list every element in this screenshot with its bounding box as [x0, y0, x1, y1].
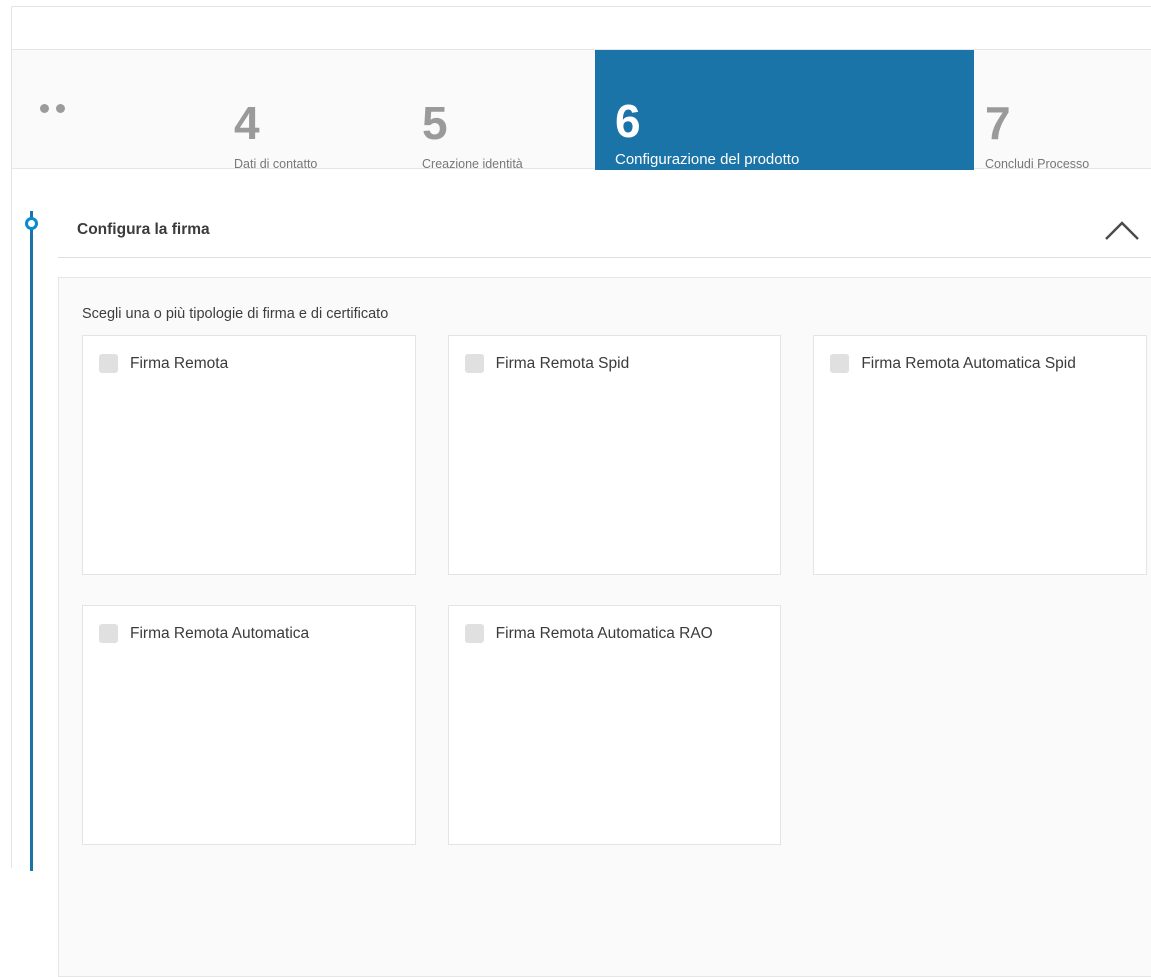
step-4-label: Dati di contatto — [234, 157, 318, 171]
checkbox-firma-remota-automatica-spid[interactable] — [830, 354, 849, 373]
step-dots — [40, 104, 65, 113]
options-grid — [82, 335, 1147, 875]
option-label-firma-remota-spid: Firma Remota Spid — [495, 354, 630, 372]
timeline-node — [25, 217, 38, 230]
option-label-firma-remota-automatica-rao: Firma Remota Automatica RAO — [495, 624, 713, 642]
option-card-firma-remota-automatica-rao[interactable] — [448, 605, 782, 845]
option-card-firma-remota-automatica-spid[interactable] — [813, 335, 1147, 575]
option-card-firma-remota-automatica[interactable] — [82, 605, 416, 845]
step-7-number: 7 — [985, 97, 1011, 149]
checkbox-firma-remota-spid[interactable] — [465, 354, 484, 373]
process-stepper — [12, 49, 1151, 169]
option-label-firma-remota: Firma Remota — [130, 354, 229, 372]
option-card-empty-slot — [813, 605, 1147, 845]
section-title: Configura la firma — [77, 221, 210, 238]
step-dot — [56, 104, 65, 113]
section-header[interactable] — [58, 207, 1151, 258]
options-row-1 — [82, 335, 1147, 575]
step-7-label: Concludi Processo — [985, 157, 1090, 171]
step-dot — [40, 104, 49, 113]
app-frame — [11, 6, 1151, 868]
step-5-label: Creazione identità — [422, 157, 523, 171]
step-7[interactable] — [974, 50, 1151, 170]
option-label-firma-remota-automatica: Firma Remota Automatica — [130, 624, 310, 642]
option-card-firma-remota-spid[interactable] — [448, 335, 782, 575]
option-label-firma-remota-automatica-spid: Firma Remota Automatica Spid — [861, 354, 1076, 372]
step-5[interactable] — [411, 50, 595, 170]
step-6-number: 6 — [615, 95, 641, 147]
timeline-rail — [30, 211, 33, 871]
checkbox-firma-remota[interactable] — [99, 354, 118, 373]
step-6-label: Configurazione del prodotto — [615, 151, 800, 168]
step-4-number: 4 — [234, 97, 260, 149]
chevron-up-icon[interactable] — [1104, 219, 1140, 243]
step-4[interactable] — [223, 50, 411, 170]
panel-instruction: Scegli una o più tipologie di firma e di certificato — [82, 306, 389, 322]
options-row-2 — [82, 605, 1147, 845]
option-card-firma-remota[interactable] — [82, 335, 416, 575]
step-6-active[interactable] — [595, 50, 974, 170]
checkbox-firma-remota-automatica-rao[interactable] — [465, 624, 484, 643]
step-5-number: 5 — [422, 97, 448, 149]
signature-options-panel — [58, 277, 1151, 977]
checkbox-firma-remota-automatica[interactable] — [99, 624, 118, 643]
